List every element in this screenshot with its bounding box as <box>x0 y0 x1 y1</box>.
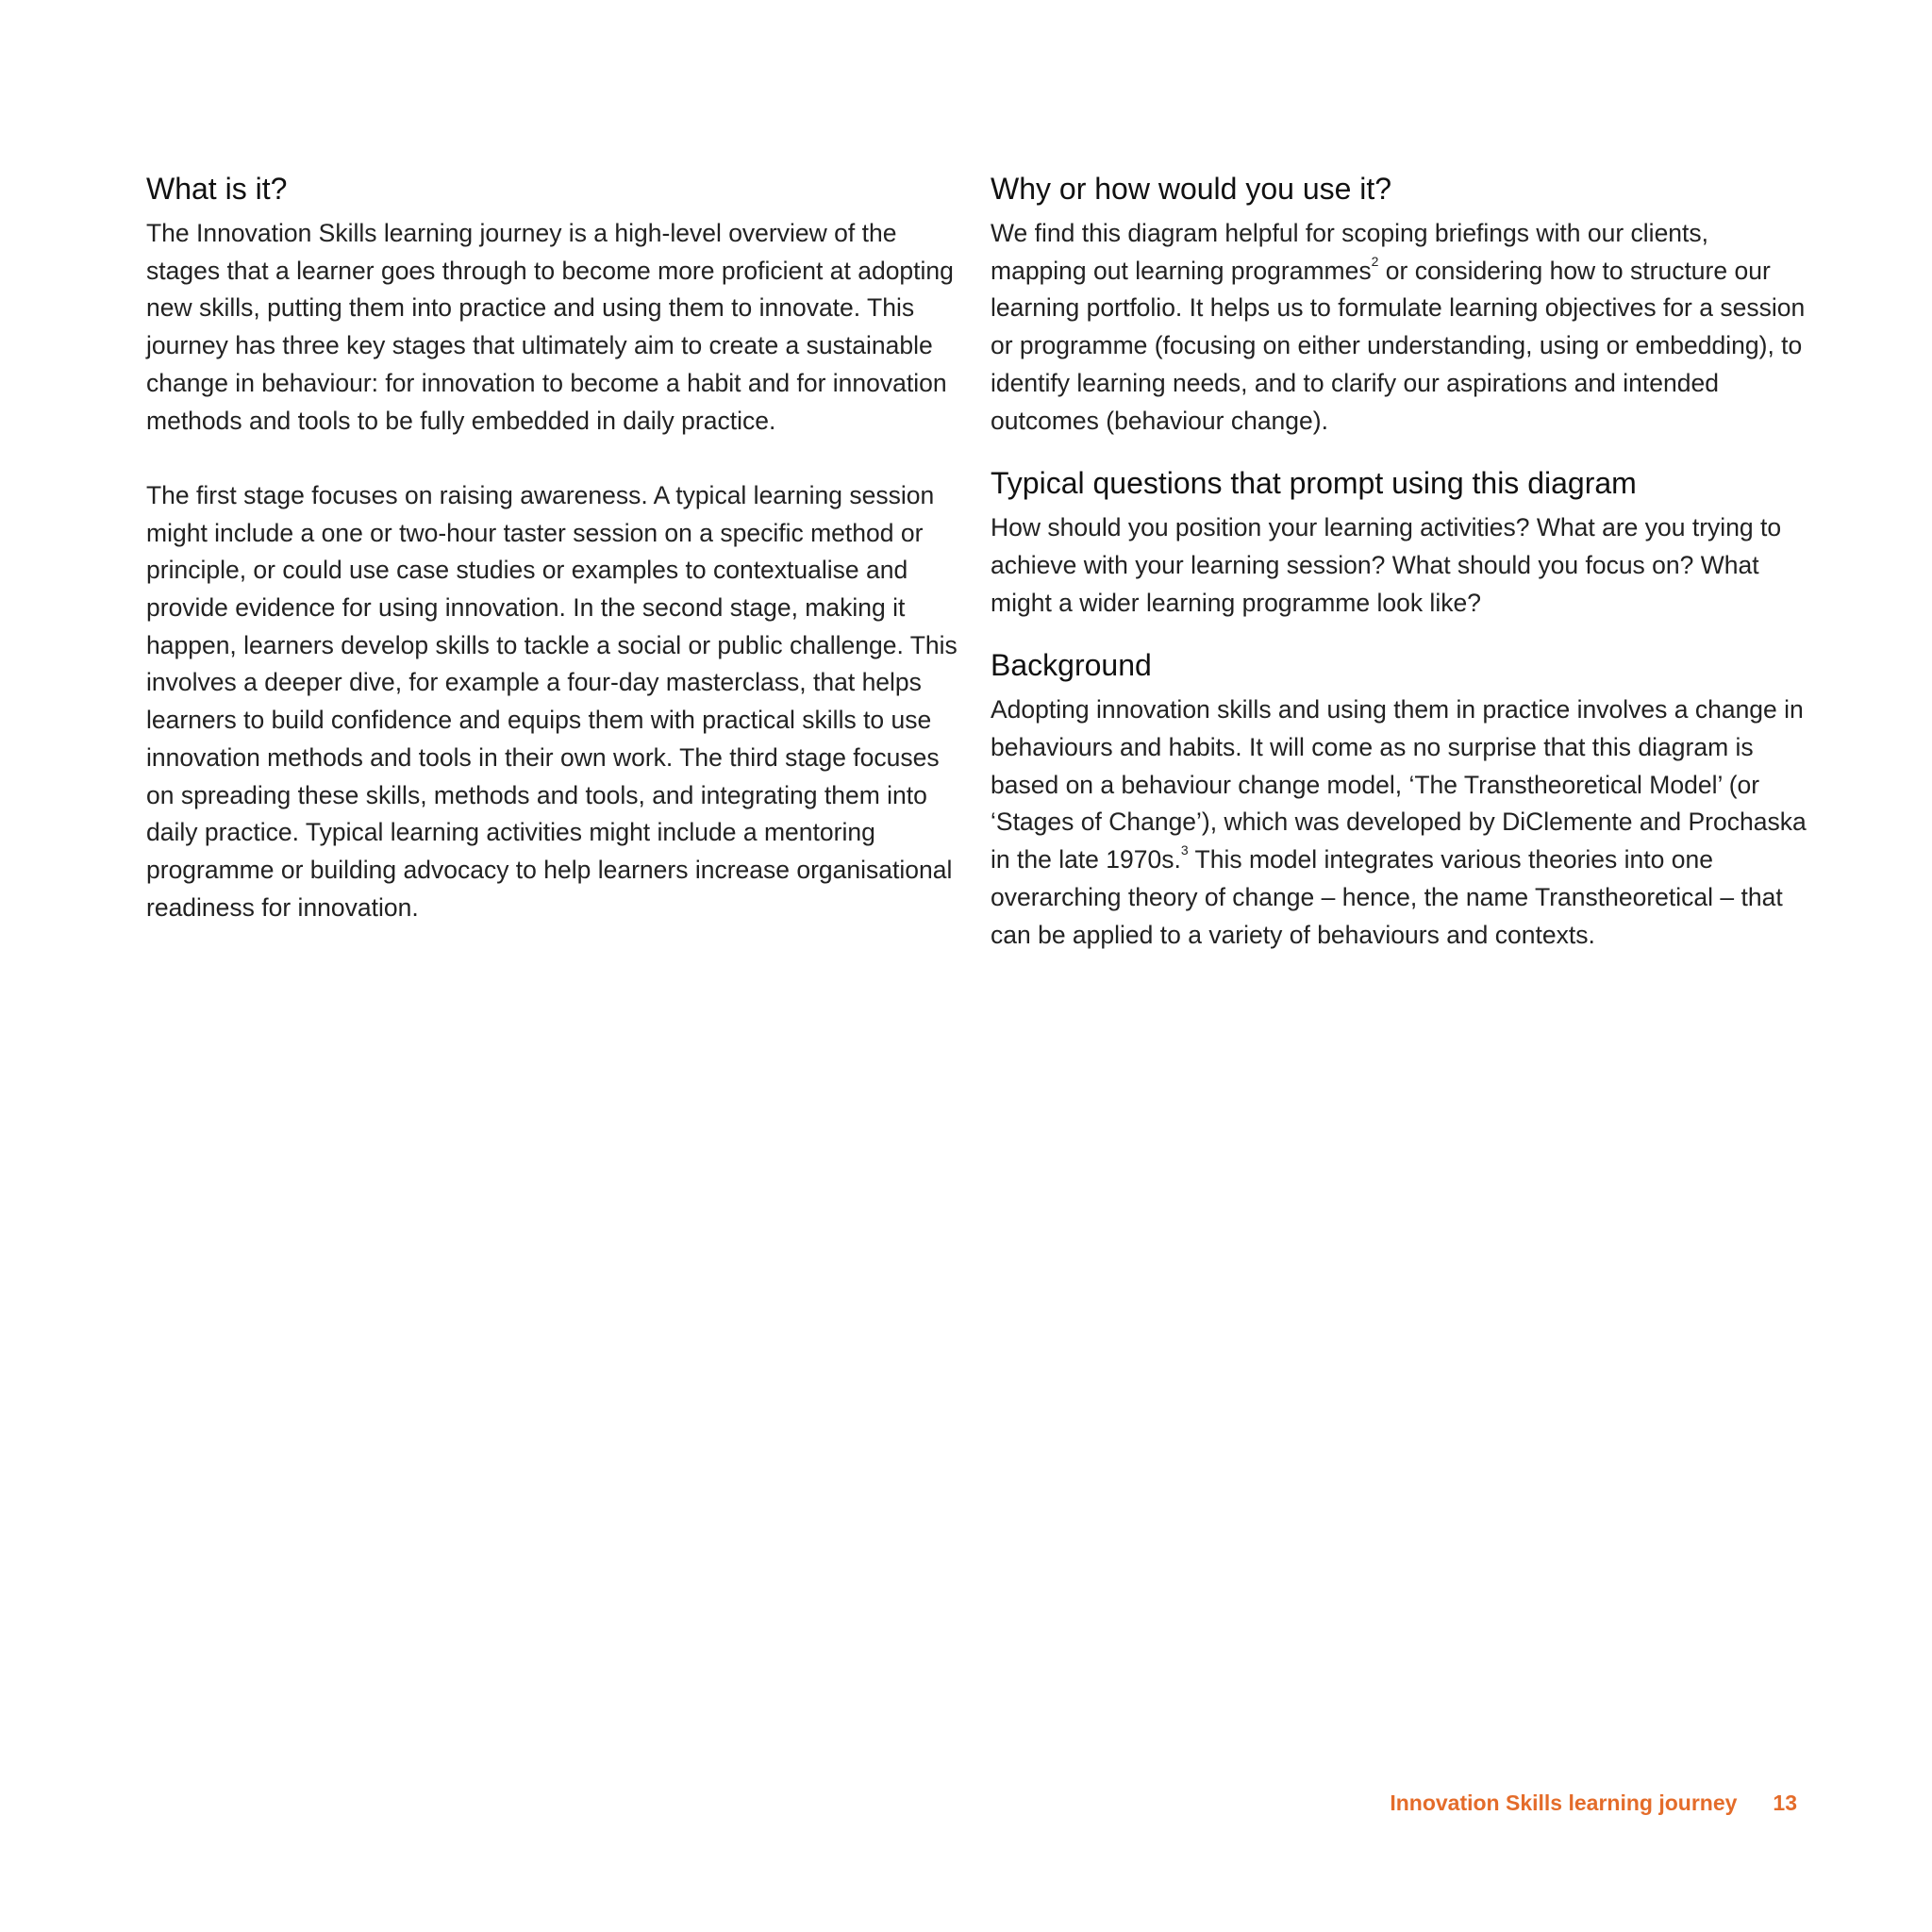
background-paragraph <box>991 691 1811 954</box>
what-is-it-paragraph-2: The first stage focuses on raising awareness. A typical learning session might include a one or two-hour taster session on a specific method or principle, or could use case studies or examples to contextualise and provide evidence for using innovation. In the second stage, making it happen, learners develop skills to tackle a social or public challenge. This involves a deeper dive, for example a four-day masterclass, that helps learners to build confidence and equips them with practical skills to use innovation methods and tools in their own work. The third stage focuses on spreading these skills, methods and tools, and integrating them into daily practice. Typical learning activities might include a mentoring programme or building advocacy to help learners increase organisational readiness for innovation. <box>146 480 958 922</box>
section-spacer <box>991 440 1811 460</box>
left-column <box>146 166 967 926</box>
background-text-part-2: This model integrates various theories into one overarching theory of change – hence, the name Transtheoretical – that can be applied to a variety of behaviours and contexts. <box>991 845 1783 949</box>
typical-questions-paragraph: How should you position your learning activities? What are you trying to achieve with your learning session? What should you focus on? What might a wider learning programme look like? <box>991 513 1782 617</box>
why-use-it-paragraph <box>991 215 1811 440</box>
why-use-it-text-part-2: or considering how to structure our learning portfolio. It helps us to formulate learning objectives for a session or programme (focusing on either understanding, using or embedding), to identify learning needs, and to clarify our aspirations and intended outcomes (behaviour change). <box>991 256 1806 435</box>
what-is-it-heading: What is it? <box>146 172 288 206</box>
why-use-it-text-part-1: We find this diagram helpful for scoping briefings with our clients, mapping out learning programmes <box>991 219 1709 285</box>
footer-title: Innovation Skills learning journey <box>1390 1790 1738 1815</box>
background-text-part-1: Adopting innovation skills and using them in practice involves a change in behaviours and habits. It will come as no surprise that this diagram is based on a behaviour change model, ‘The Transtheoretical Model’ (or ‘Stages of Change’), which was developed by DiClemente and Prochaska in the late 1970s. <box>991 695 1807 874</box>
typical-questions-heading: Typical questions that prompt using this diagram <box>991 466 1637 501</box>
why-use-it-heading: Why or how would you use it? <box>991 172 1392 206</box>
background-heading: Background <box>991 648 1152 683</box>
footnote-ref-3: 3 <box>1180 842 1189 858</box>
page-number: 13 <box>1773 1790 1797 1815</box>
section-spacer <box>991 622 1811 642</box>
what-is-it-paragraph-1: The Innovation Skills learning journey is a high-level overview of the stages that a learner goes through to become more proficient at adopting new skills, putting them into practice and using them to innovate. This journey has three key stages that ultimately aim to create a sustainable change in behaviour: for innovation to become a habit and for innovation methods and tools to be fully embedded in daily practice. <box>146 219 954 435</box>
right-column <box>991 166 1811 954</box>
paragraph-spacer <box>146 440 967 477</box>
footnote-ref-2: 2 <box>1371 253 1379 269</box>
page-footer <box>1390 1789 1797 1817</box>
